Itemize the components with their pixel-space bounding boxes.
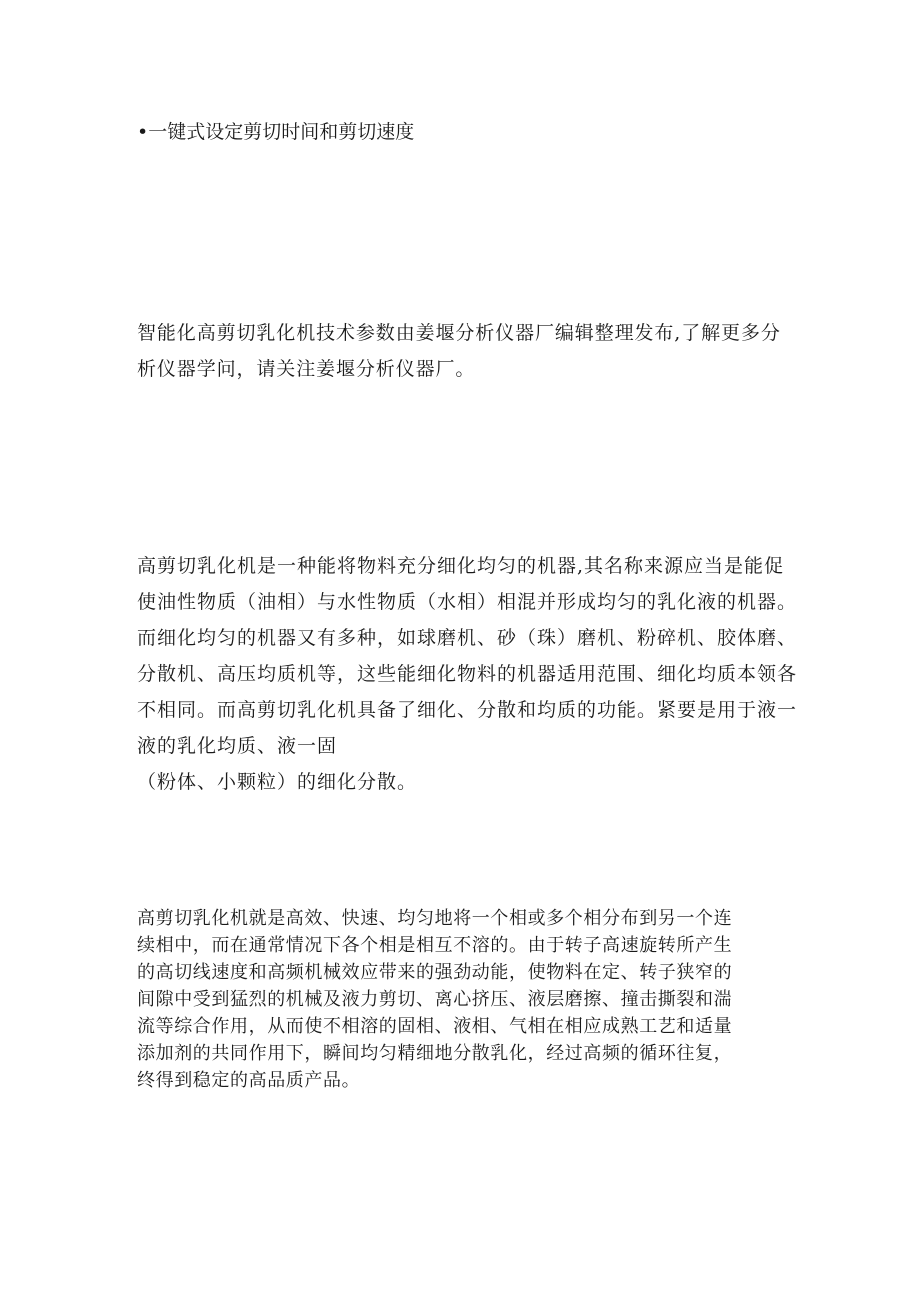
feature-bullet xyxy=(137,118,797,146)
text-line: 添加剂的共同作用下，瞬间均匀精细地分散乳化，经过高频的循环往复， xyxy=(137,1043,733,1064)
text-line: 间隙中受到猛烈的机械及液力剪切、离心挤压、液层磨擦、撞击撕裂和湍 xyxy=(137,989,733,1010)
text-line: 高剪切乳化机就是高效、快速、均匀地将一个相或多个相分布到另一个连 xyxy=(137,908,733,929)
text-line: 不相同。而高剪切乳化机具备了细化、分散和均质的功能。紧要是用于液一 xyxy=(137,699,798,721)
text-line: 分散机、高压均质机等，这些能细化物料的机器适用范围、细化均质本领各 xyxy=(137,663,798,685)
paragraph-working-principle xyxy=(137,905,797,1094)
text-line: 智能化高剪切乳化机技术参数由姜堰分析仪器厂编辑整理发布,了解更多分 xyxy=(137,322,781,344)
text-line: （粉体、小颗粒）的细化分散。 xyxy=(137,771,418,793)
text-line: 析仪器学问，请关注姜堰分析仪器厂。 xyxy=(137,358,476,380)
text-line: 的高切线速度和高频机械效应带来的强劲动能，使物料在定、转子狭窄的 xyxy=(137,962,733,983)
feature-bullet-text: •一键式设定剪切时间和剪切速度 xyxy=(137,121,415,143)
text-line: 使油性物质（油相）与水性物质（水相）相混并形成均匀的乳化液的机器。 xyxy=(137,591,798,613)
text-line: 而细化均匀的机器又有多种，如球磨机、砂（珠）磨机、粉碎机、胶体磨、 xyxy=(137,627,798,649)
paragraph-publisher-note xyxy=(137,315,797,387)
text-line: 液的乳化均质、液一固 xyxy=(137,735,338,757)
paragraph-emulsifier-definition xyxy=(137,548,797,800)
text-line: 高剪切乳化机是一种能将物料充分细化均匀的机器,其名称来源应当是能促 xyxy=(137,555,785,577)
text-line: 流等综合作用，从而使不相溶的固相、液相、气相在相应成熟工艺和适量 xyxy=(137,1016,733,1037)
text-line: 终得到稳定的高品质产品。 xyxy=(137,1070,361,1091)
text-line: 续相中，而在通常情况下各个相是相互不溶的。由于转子高速旋转所产生 xyxy=(137,935,733,956)
